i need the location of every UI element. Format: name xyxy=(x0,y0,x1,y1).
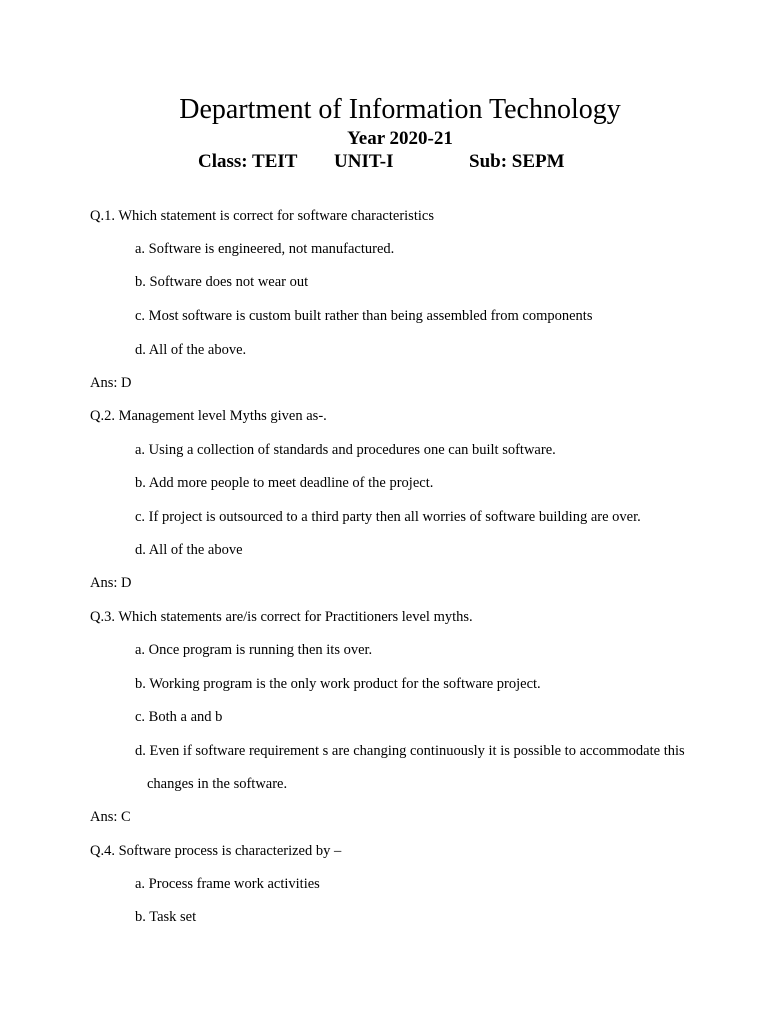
question-4: Q.4. Software process is characterized by – xyxy=(90,843,342,859)
question-2-option-b: b. Add more people to meet deadline of the project. xyxy=(135,475,434,491)
question-3-answer: Ans: C xyxy=(90,809,131,825)
question-3-option-b: b. Working program is the only work product for the software project. xyxy=(135,676,541,692)
question-1-option-a: a. Software is engineered, not manufactured. xyxy=(135,241,395,257)
question-1-option-c: c. Most software is custom built rather than being assembled from components xyxy=(135,308,593,324)
question-3-option-c: c. Both a and b xyxy=(135,709,223,725)
question-3-option-d: d. Even if software requirement s are changing continuously it is possible to accommodate this xyxy=(135,743,685,759)
question-1-answer: Ans: D xyxy=(90,375,132,391)
question-3-option-a: a. Once program is running then its over. xyxy=(135,642,373,658)
subject-label: Sub: SEPM xyxy=(469,151,565,172)
question-2-option-d: d. All of the above xyxy=(135,542,243,558)
question-2-option-a: a. Using a collection of standards and procedures one can built software. xyxy=(135,442,556,458)
question-1-option-d: d. All of the above. xyxy=(135,342,247,358)
class-label: Class: TEIT xyxy=(198,151,298,172)
unit-label: UNIT-I xyxy=(334,151,394,172)
question-2-answer: Ans: D xyxy=(90,575,132,591)
question-3: Q.3. Which statements are/is correct for Practitioners level myths. xyxy=(90,609,473,625)
question-1: Q.1. Which statement is correct for software characteristics xyxy=(90,208,434,224)
question-1-option-b: b. Software does not wear out xyxy=(135,274,309,290)
year-heading: Year 2020-21 xyxy=(347,128,453,149)
question-4-option-b: b. Task set xyxy=(135,909,197,925)
question-2-option-c: c. If project is outsourced to a third party then all worries of software building are over. xyxy=(135,509,641,525)
question-4-option-a: a. Process frame work activities xyxy=(135,876,320,892)
question-3-option-d-continued: changes in the software. xyxy=(147,776,288,792)
page-title: Department of Information Technology xyxy=(179,94,621,125)
question-2: Q.2. Management level Myths given as-. xyxy=(90,408,327,424)
